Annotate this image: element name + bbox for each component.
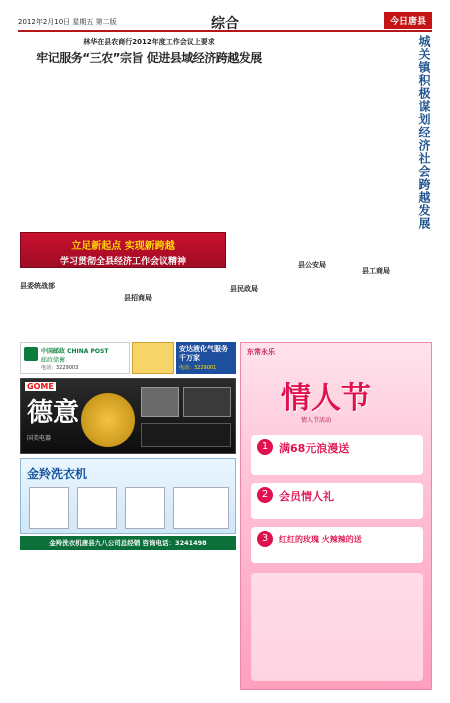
offer1-title: 满68元浪漫送 bbox=[279, 442, 350, 455]
washer-image-3 bbox=[125, 487, 165, 529]
article2-body bbox=[298, 40, 406, 250]
banner-line1: 立足新起点 实现新跨越 bbox=[71, 241, 175, 252]
china-post-ad[interactable] bbox=[20, 342, 130, 374]
valentine-sub: 情人节活动 bbox=[301, 417, 332, 424]
subhead-public-security: 县公安局 bbox=[298, 261, 326, 269]
washer-image-2 bbox=[77, 487, 117, 529]
china-post-sub: 邮政储蓄 bbox=[41, 357, 66, 364]
appliance-ad-title: 安达液化气服务千万家 bbox=[179, 345, 228, 362]
article1-heading bbox=[20, 38, 278, 66]
article1-title: 牢记服务“三农”宗旨 促进县域经济跨越发展 bbox=[36, 51, 262, 65]
offer1-number-icon: 1 bbox=[257, 439, 273, 455]
section-title: 综合 bbox=[211, 16, 239, 32]
appliance-ad[interactable] bbox=[176, 342, 236, 374]
gift-ad[interactable] bbox=[132, 342, 174, 374]
promo-disc bbox=[81, 393, 135, 447]
china-post-logo: 中国邮政 CHINA POST bbox=[41, 348, 109, 355]
deyi-brand: 德意 bbox=[27, 398, 80, 428]
subhead-united-front: 县委统战部 bbox=[20, 282, 55, 290]
subhead-civil-affairs: 县民政局 bbox=[230, 285, 258, 293]
washer-ad[interactable] bbox=[20, 458, 236, 534]
campaign-banner bbox=[20, 232, 226, 268]
page-header bbox=[18, 10, 432, 32]
united-front-body bbox=[20, 284, 120, 338]
valentine-details bbox=[251, 573, 423, 681]
offer2-box bbox=[251, 483, 423, 519]
offer3-title: 红红的玫瑰 火辣辣的送 bbox=[279, 535, 362, 544]
offer2-number-icon: 2 bbox=[257, 487, 273, 503]
offer2-title: 会员情人礼 bbox=[279, 490, 334, 503]
subhead-investment: 县招商局 bbox=[124, 294, 152, 302]
valentine-title: 情人节 bbox=[281, 381, 371, 416]
offer1-box bbox=[251, 435, 423, 475]
appliance-ad-phone: 电话：3229001 bbox=[179, 365, 217, 371]
china-post-logo-icon bbox=[24, 347, 38, 361]
banner-line2: 学习贯彻全县经济工作会议精神 bbox=[59, 257, 186, 267]
offer3-number-icon: 3 bbox=[257, 531, 273, 547]
range-hood-icon bbox=[141, 387, 179, 417]
col-continue-body bbox=[230, 243, 292, 273]
article1-col4 bbox=[221, 75, 283, 235]
civil-affairs-body bbox=[230, 287, 292, 337]
industry-commerce-body bbox=[362, 269, 432, 337]
offer3-box bbox=[251, 527, 423, 563]
date-line: 2012年2月10日 星期五 第二版 bbox=[18, 18, 117, 26]
investment-body bbox=[124, 296, 224, 338]
subhead-industry-commerce: 县工商局 bbox=[362, 267, 390, 275]
deyi-tag: 国美电器 bbox=[27, 435, 52, 442]
public-security-body bbox=[298, 263, 358, 337]
china-post-phone: 电话：3229003 bbox=[41, 365, 79, 371]
article1-subtitle: 林华在县农商行2012年度工作会议上要求 bbox=[83, 38, 215, 46]
valentine-brand: 东常永乐 bbox=[247, 348, 275, 356]
gome-logo: GOME bbox=[27, 382, 54, 391]
deyi-info-box bbox=[141, 423, 231, 447]
washer-title: 金羚洗衣机 bbox=[27, 467, 88, 481]
washer-footer: 金羚洗衣机唐县九八公司总经销 咨询电话：3241498 bbox=[20, 536, 236, 550]
paper-logo: 今日唐县 bbox=[384, 12, 432, 29]
article2-title: 城关镇积极谋划经济社会跨越发展 bbox=[417, 35, 431, 230]
deyi-ad[interactable] bbox=[20, 378, 236, 454]
stove-icon bbox=[183, 387, 231, 417]
valentine-ad[interactable] bbox=[240, 342, 432, 690]
washer-image-1 bbox=[29, 487, 69, 529]
washer-image-4 bbox=[173, 487, 229, 529]
